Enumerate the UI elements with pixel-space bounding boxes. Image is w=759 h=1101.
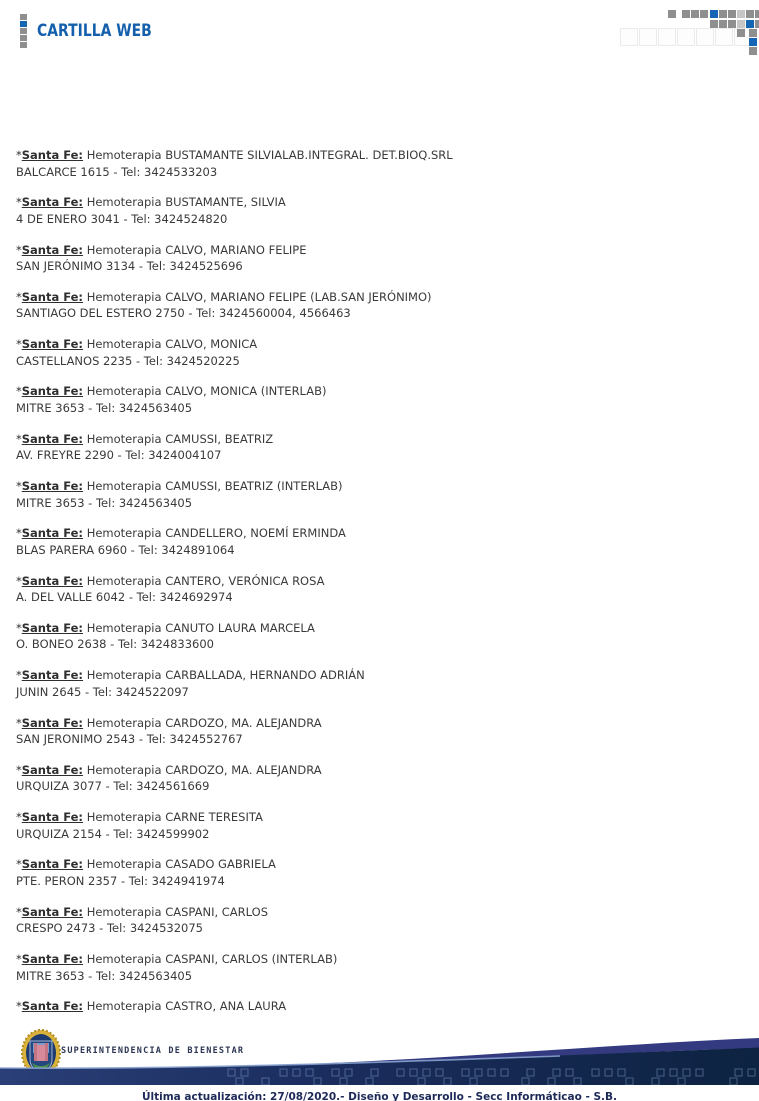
bullet-asterisk: * [16,195,22,210]
region-label: Santa Fe: [21,857,84,872]
region-label: Santa Fe: [21,289,84,304]
bullet-asterisk: * [16,148,22,162]
org-name: SUPERINTENDENCIA DE BIENESTAR [61,1046,245,1056]
bullet-asterisk: * [16,620,22,635]
provider-entry [16,667,736,700]
provider-title-line [16,762,736,779]
last-update-text: Última actualización: 27/08/2020.- Diseño y Desarrollo - Secc Informáticao - S.B. [141,1091,618,1101]
deco-square [700,10,708,18]
provider-address-phone: BALCARCE 1615 - Tel: 3424533203 [16,164,218,179]
deco-square [746,10,754,18]
provider-name: Hemoterapia CARNE TERESITA [86,810,263,825]
provider-entry [16,431,736,464]
deco-square [719,20,727,28]
bullet-asterisk: * [16,431,22,446]
region-label: Santa Fe: [21,999,84,1014]
provider-name: Hemoterapia BUSTAMANTE SILVIALAB.INTEGRAL. DET.BIOQ.SRL [86,148,453,162]
deco-box [677,28,695,46]
deco-box [734,28,752,46]
provider-entry [16,336,736,369]
deco-square [20,42,27,48]
provider-name: Hemoterapia CALVO, MONICA (INTERLAB) [86,384,327,399]
deco-square [728,10,736,18]
region-label: Santa Fe: [21,195,84,210]
bullet-asterisk: * [16,904,22,919]
provider-entry [16,194,736,227]
bullet-asterisk: * [16,857,22,872]
provider-entry [16,573,736,606]
provider-title-line [16,289,736,306]
deco-square [20,14,27,20]
deco-square [755,20,759,28]
provider-title-line [16,951,736,968]
provider-address-phone: CRESPO 2473 - Tel: 3424532075 [16,921,203,936]
deco-box [715,28,733,46]
bullet-asterisk: * [16,526,22,541]
deco-square [737,20,745,28]
bullet-asterisk: * [16,952,22,967]
provider-name: Hemoterapia CARDOZO, MA. ALEJANDRA [86,715,322,730]
provider-address-phone: URQUIZA 3077 - Tel: 3424561669 [16,779,210,794]
region-label: Santa Fe: [21,479,84,494]
provider-name: Hemoterapia CAMUSSI, BEATRIZ [86,431,274,446]
bullet-asterisk: * [16,573,22,588]
provider-address-phone: PTE. PERON 2357 - Tel: 3424941974 [16,873,225,888]
provider-title-line [16,715,736,732]
region-label: Santa Fe: [21,337,84,352]
provider-name: Hemoterapia CASPANI, CARLOS (INTERLAB) [86,952,338,967]
region-label: Santa Fe: [21,573,84,588]
provider-address-phone: MITRE 3653 - Tel: 3424563405 [16,968,193,983]
region-label: Santa Fe: [21,762,84,777]
deco-square [719,10,727,18]
region-label: Santa Fe: [21,952,84,967]
footer [0,1020,759,1101]
deco-square [710,10,718,18]
provider-address-phone: MITRE 3653 - Tel: 3424563405 [16,495,193,510]
bullet-asterisk: * [16,999,22,1014]
deco-box [658,28,676,46]
provider-name: Hemoterapia CASPANI, CARLOS [86,904,269,919]
provider-entry [16,289,736,322]
deco-square [20,35,27,41]
provider-title-line [16,573,736,590]
bullet-asterisk: * [16,762,22,777]
provider-entry [16,809,736,842]
deco-square [20,21,27,27]
deco-square [710,20,718,28]
deco-square [668,10,676,18]
provider-name: Hemoterapia CARBALLADA, HERNANDO ADRIÁN [86,668,365,683]
deco-box [696,28,714,46]
bullet-asterisk: * [16,337,22,352]
provider-name: Hemoterapia CARDOZO, MA. ALEJANDRA [86,762,322,777]
provider-title-line [16,856,736,873]
deco-square [691,10,699,18]
provider-title-line [16,998,736,1015]
deco-square [746,20,754,28]
provider-address-phone: A. DEL VALLE 6042 - Tel: 3424692974 [16,590,233,605]
provider-address-phone: O. BONEO 2638 - Tel: 3424833600 [16,637,214,652]
provider-entry [16,147,736,180]
provider-title-line [16,336,736,353]
provider-address-phone: CASTELLANOS 2235 - Tel: 3424520225 [16,353,240,368]
provider-title-line [16,383,736,400]
deco-square [755,10,759,18]
provider-name: Hemoterapia BUSTAMANTE, SILVIA [86,195,286,210]
provider-entry [16,951,736,984]
bullet-asterisk: * [16,668,22,683]
footer-wave [0,1035,759,1085]
provider-entry [16,856,736,889]
region-label: Santa Fe: [21,242,84,257]
provider-name: Hemoterapia CASADO GABRIELA [86,857,276,872]
header [0,0,759,70]
provider-entry [16,478,736,511]
provider-title-line [16,431,736,448]
provider-title-line [16,194,736,211]
provider-address-phone: 4 DE ENERO 3041 - Tel: 3424524820 [16,211,228,226]
bullet-asterisk: * [16,810,22,825]
provider-title-line [16,242,736,259]
provider-entry [16,998,736,1015]
bullet-asterisk: * [16,479,22,494]
region-label: Santa Fe: [21,904,84,919]
deco-square [737,10,745,18]
deco-square [749,38,757,46]
region-label: Santa Fe: [21,384,84,399]
provider-entry [16,620,736,653]
provider-entry [16,904,736,937]
provider-name: Hemoterapia CANTERO, VERÓNICA ROSA [86,573,325,588]
provider-list [16,147,736,1029]
provider-entry [16,762,736,795]
provider-address-phone: JUNIN 2645 - Tel: 3424522097 [16,684,189,699]
bullet-asterisk: * [16,384,22,399]
provider-title-line [16,904,736,921]
provider-name: Hemoterapia CALVO, MARIANO FELIPE (LAB.SAN JERÓNIMO) [86,289,432,304]
provider-entry [16,715,736,748]
deco-box [620,28,638,46]
provider-address-phone: MITRE 3653 - Tel: 3424563405 [16,400,193,415]
provider-title-line [16,147,736,164]
provider-entry [16,242,736,275]
provider-title-line [16,620,736,637]
bottom-bar [0,1085,759,1101]
provider-address-phone: AV. FREYRE 2290 - Tel: 3424004107 [16,448,222,463]
deco-box [639,28,657,46]
deco-square [737,29,745,37]
deco-square [728,20,736,28]
provider-name: Hemoterapia CALVO, MARIANO FELIPE [86,242,307,257]
provider-address-phone: BLAS PARERA 6960 - Tel: 3424891064 [16,542,235,557]
region-label: Santa Fe: [21,526,84,541]
provider-name: Hemoterapia CANUTO LAURA MARCELA [86,620,315,635]
region-label: Santa Fe: [21,668,84,683]
region-label: Santa Fe: [21,148,84,162]
region-label: Santa Fe: [21,810,84,825]
brand-squares-icon [20,14,28,50]
deco-square [20,28,27,34]
provider-name: Hemoterapia CANDELLERO, NOEMÍ ERMINDA [86,526,346,541]
bullet-asterisk: * [16,289,22,304]
region-label: Santa Fe: [21,715,84,730]
provider-address-phone: URQUIZA 2154 - Tel: 3424599902 [16,826,210,841]
provider-address-phone: SAN JERÓNIMO 3134 - Tel: 3424525696 [16,259,243,274]
provider-entry [16,383,736,416]
bullet-asterisk: * [16,242,22,257]
provider-entry [16,525,736,558]
deco-square [749,47,757,55]
deco-square [682,10,690,18]
provider-address-phone: SANTIAGO DEL ESTERO 2750 - Tel: 3424560004, 4566463 [16,306,351,321]
provider-title-line [16,667,736,684]
provider-address-phone: SAN JERONIMO 2543 - Tel: 3424552767 [16,732,243,747]
region-label: Santa Fe: [21,431,84,446]
bullet-asterisk: * [16,715,22,730]
provider-title-line [16,525,736,542]
page-title: CARTILLA WEB [37,21,152,41]
provider-title-line [16,809,736,826]
provider-title-line [16,478,736,495]
deco-square [749,29,757,37]
provider-name: Hemoterapia CAMUSSI, BEATRIZ (INTERLAB) [86,479,343,494]
region-label: Santa Fe: [21,620,84,635]
provider-name: Hemoterapia CALVO, MONICA [86,337,258,352]
provider-name: Hemoterapia CASTRO, ANA LAURA [86,999,287,1014]
